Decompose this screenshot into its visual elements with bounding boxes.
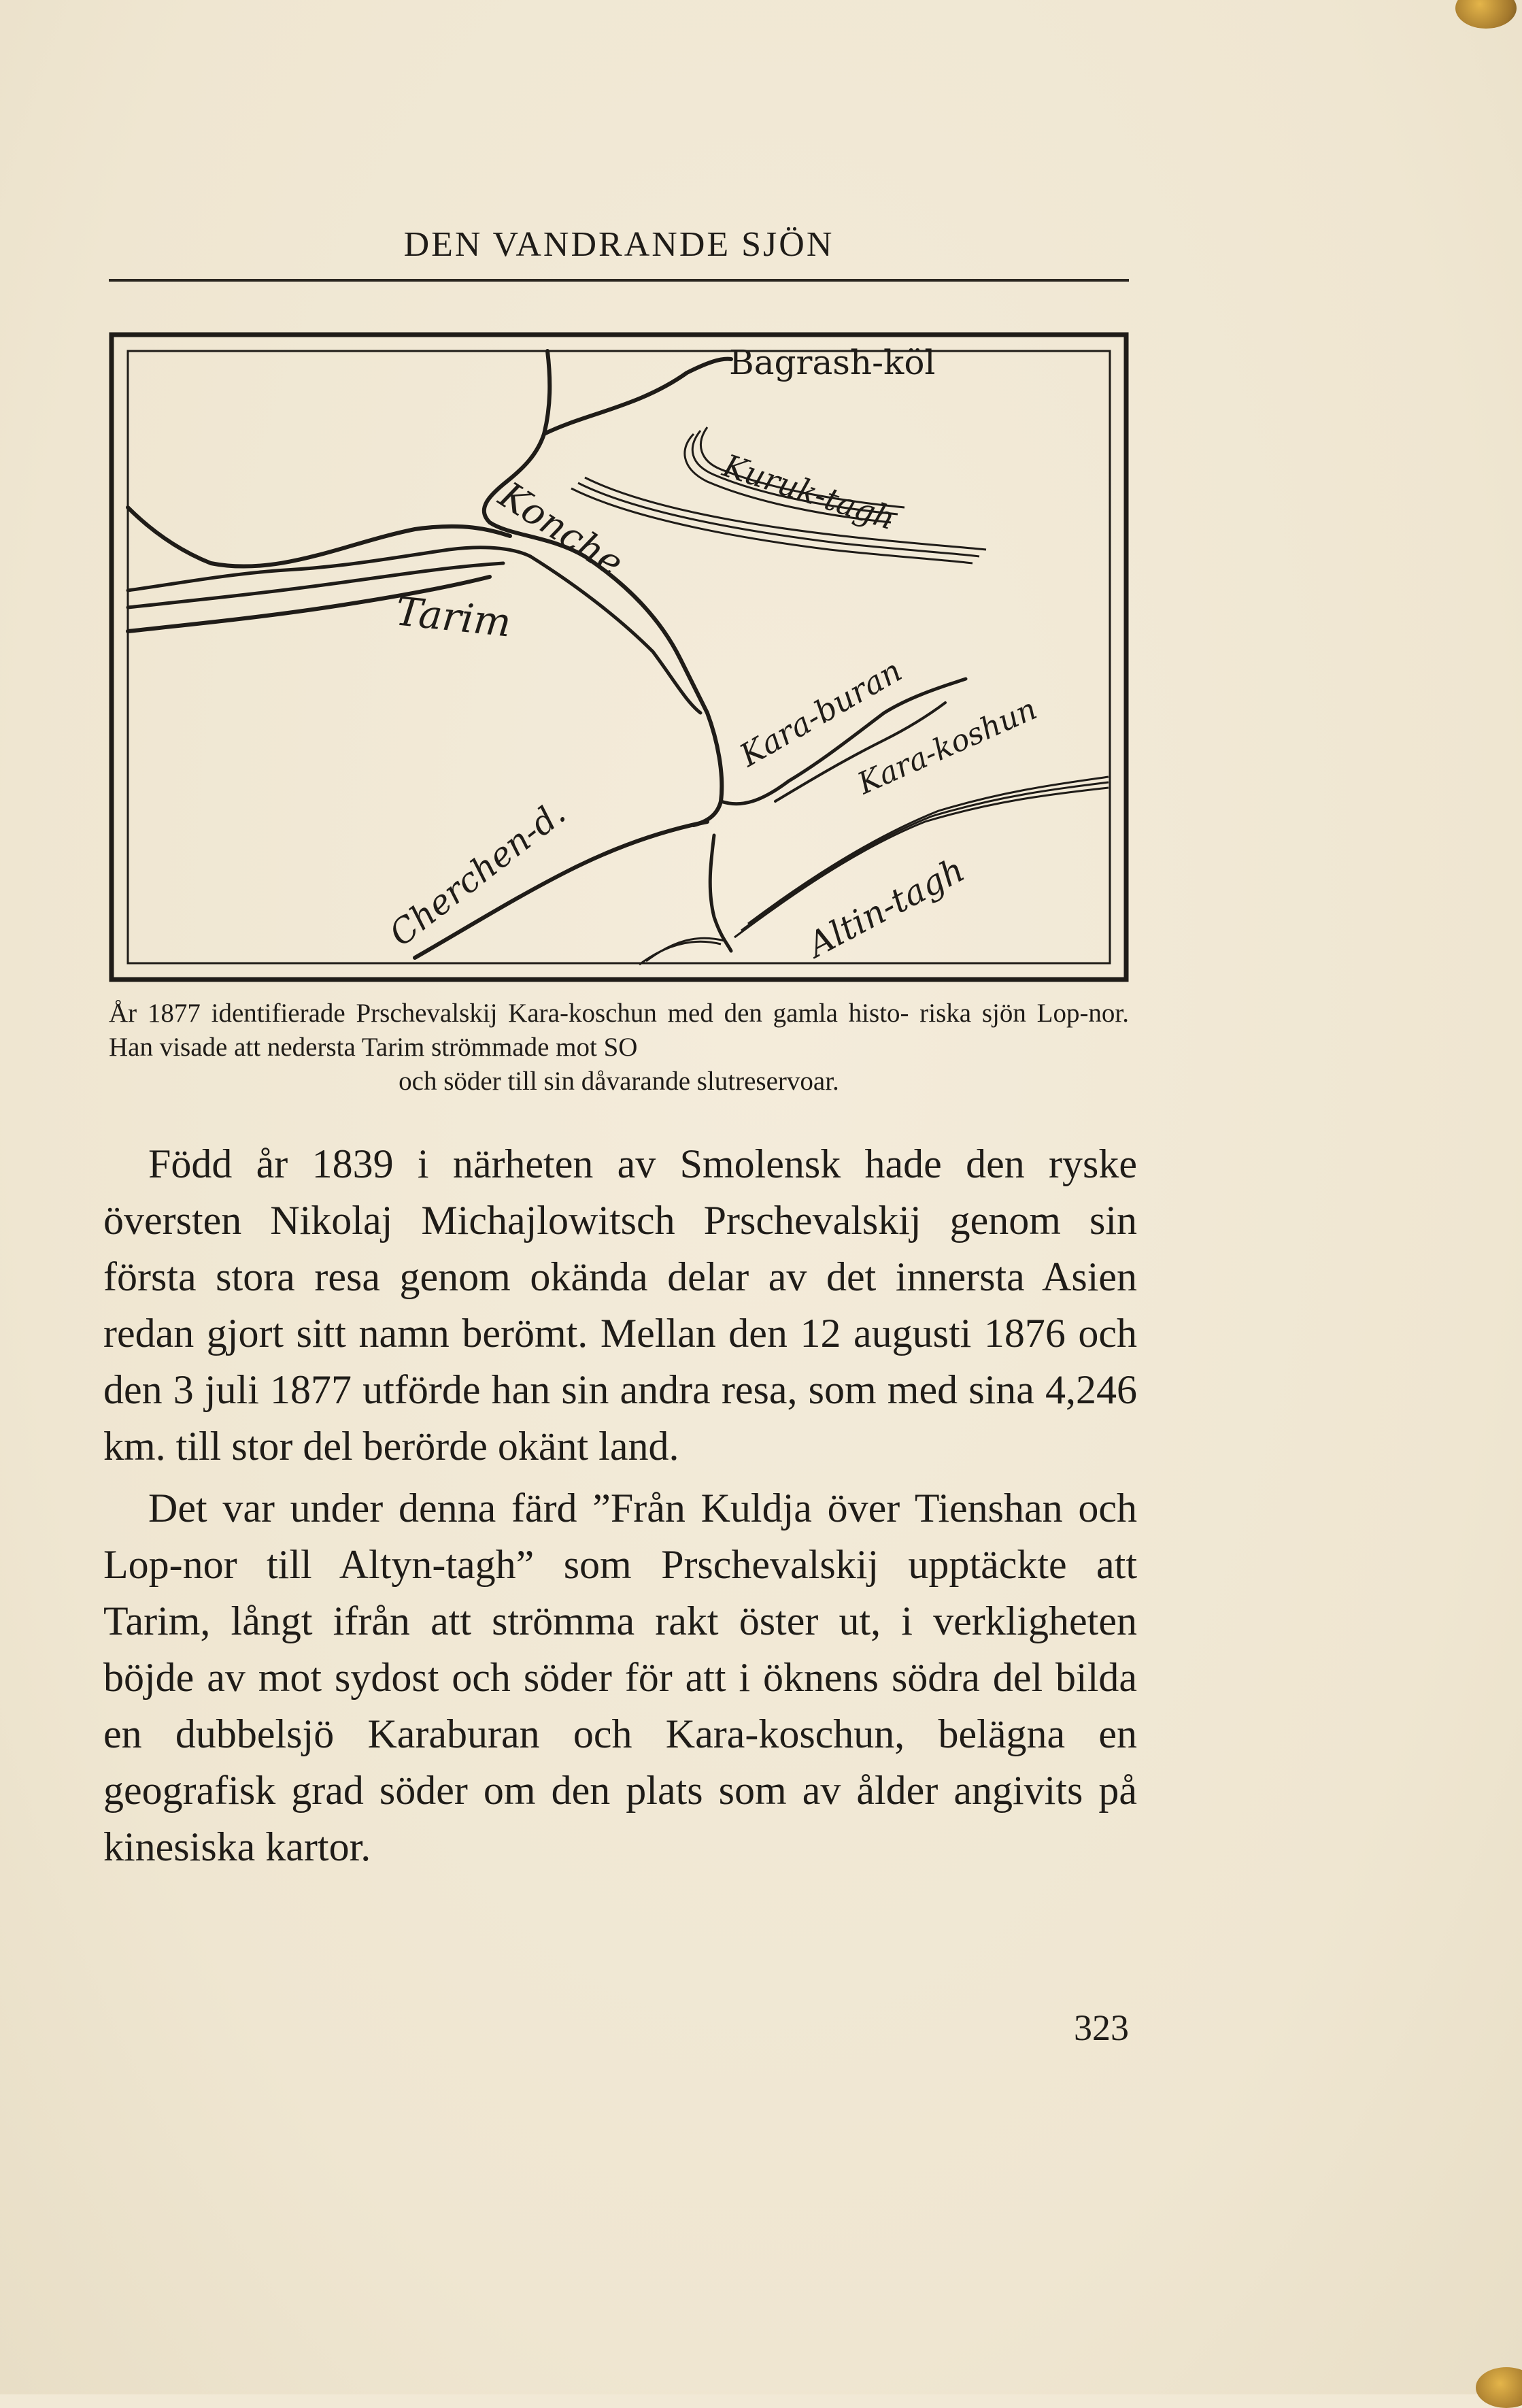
paragraph-2: Det var under denna färd ”Från Kuldja över Tienshan och Lop-nor till Altyn-tagh” som Prschevalskij upptäckte att Tarim, långt ifrån att strömma rakt öster ut, i verkligheten böjde av mot sydost och söder för att i öknens södra del bilda en dubbelsjö Karaburan och Kara-koschun, belägna en geografisk grad söder om den plats som av ålder angivits på kinesiska kartor. [103,1486,1137,1869]
map-outer-frame [112,335,1126,980]
map-figure [109,332,1129,982]
label-kara-buran: Kara-buran [733,652,908,774]
label-cherchen: Cherchen-d. [382,792,573,954]
running-head: DEN VANDRANDE SJÖN [403,225,834,264]
label-tarim: Tarim [393,588,513,646]
label-bagrash-kol: Bagrash-köl [729,343,936,382]
body-text [103,1136,1137,1881]
header-rule [109,279,1129,282]
figure-caption [109,997,1129,1099]
caption-line-1: År 1877 identifierade Prschevalskij Kara-koschun med den gamla histo- [109,999,909,1028]
label-kuruk-tagh: Kuruk-tagh [718,447,900,537]
map-illustration [109,332,1129,982]
label-kara-koshun: Kara-koshun [852,691,1043,802]
page-corner-stain [1455,0,1517,29]
paragraph-1: Född år 1839 i närheten av Smolensk hade den ryske översten Nikolaj Michajlowitsch Prschevalskij genom sin första stora resa genom okända delar av det innersta Asien redan gjort sitt namn berömt. Mellan den 12 augusti 1876 och den 3 juli 1877 utförde han sin andra resa, som med sina 4,246 km. till stor del berörde okänt land. [103,1141,1137,1469]
map-rivers [128,351,966,958]
page-corner-stain [1476,2367,1522,2408]
page-number: 323 [1074,2007,1129,2048]
caption-line-3: och söder till sin dåvarande slutreservoar. [399,1067,839,1096]
caption-line-2: riska sjön Lop-nor. Han visade att nedersta Tarim strömmade mot SO [109,999,1130,1062]
label-konche: Konche [491,473,631,585]
label-altin-tagh: Altin-tagh [801,850,971,965]
